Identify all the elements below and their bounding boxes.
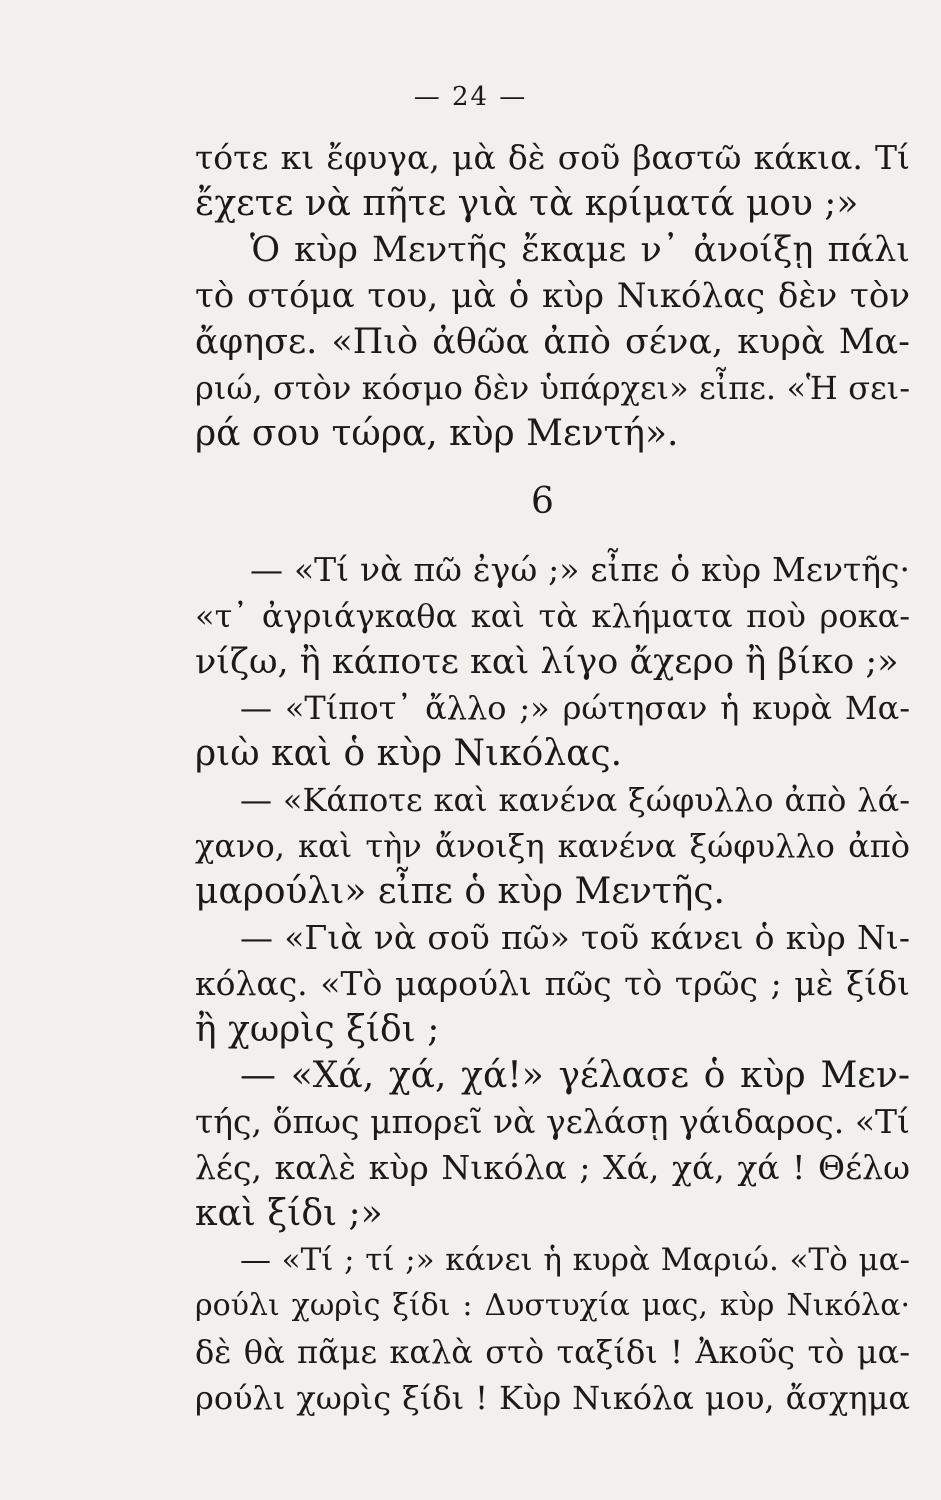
text-line: — «Γιὰ νὰ σοῦ πῶ» τοῦ κάνει ὁ κὺρ Νι- xyxy=(240,918,910,957)
text-line: δὲ θὰ πᾶμε καλὰ στὸ ταξίδι ! Ἀκοῦς τὸ μα- xyxy=(195,1333,910,1371)
text-line: λές, καλὲ κὺρ Νικόλα ; Χά, χά, χά ! Θέλω xyxy=(195,1148,910,1187)
body-text xyxy=(195,135,910,1421)
text-line: — «Τί ; τί ;» κάνει ἡ κυρὰ Μαριώ. «Τὸ μα- xyxy=(240,1242,910,1278)
text-line: — «Χά, χά, χά!» γέλασε ὁ κὺρ Μεν- xyxy=(240,1055,910,1096)
text-line: ρούλι χωρὶς ξίδι ! Κὺρ Νικόλα μου, ἄσχημα xyxy=(195,1379,910,1417)
text-line: ἢ χωρὶς ξίδι ; xyxy=(195,1009,440,1050)
text-line: — «Τί νὰ πῶ ἐγώ ;» εἶπε ὁ κὺρ Μεντῆς· xyxy=(250,550,910,589)
text-line: μαρούλι» εἶπε ὁ κὺρ Μεντῆς. xyxy=(195,871,725,912)
text-line: ρά σου τώρα, κὺρ Μεντή». xyxy=(195,413,679,454)
text-line: — «Κάποτε καὶ κανένα ξώφυλλο ἀπὸ λά- xyxy=(240,781,910,819)
text-line: τὸ στόμα του, μὰ ὁ κὺρ Νικόλας δὲν τὸν xyxy=(195,276,910,316)
text-line: ἄφησε. «Πιὸ ἀθῶα ἀπὸ σένα, κυρὰ Μα- xyxy=(195,322,910,362)
text-line: ρούλι χωρὶς ξίδι : Δυστυχία μας, κὺρ Νικόλα· xyxy=(195,1288,910,1323)
text-line: τής, ὅπως μπορεῖ νὰ γελάσῃ γάιδαρος. «Τί xyxy=(195,1102,910,1141)
text-line: ριώ, στὸν κόσμο δὲν ὑπάρχει» εἶπε. «Ἡ σει- xyxy=(195,369,910,407)
text-line: τότε κι ἔφυγα, μὰ δὲ σοῦ βαστῶ κάκια. Τί xyxy=(195,138,910,177)
text-line: — «Τίποτ᾿ ἄλλο ;» ρώτησαν ἡ κυρὰ Μα- xyxy=(240,689,910,727)
text-line: «τ᾿ ἀγριάγκαθα καὶ τὰ κλήματα ποὺ ροκα- xyxy=(195,597,910,635)
section-number: 6 xyxy=(531,481,554,522)
text-line: χανο, καὶ τὴν ἄνοιξη κανένα ξώφυλλο ἀπὸ xyxy=(195,827,910,865)
text-line: ριὼ καὶ ὁ κὺρ Νικόλας. xyxy=(195,733,623,774)
text-line: νίζω, ἢ κάποτε καὶ λίγο ἄχερο ἢ βίκο ;» xyxy=(195,642,899,682)
text-line: κόλας. «Τὸ μαρούλι πῶς τὸ τρῶς ; μὲ ξίδι xyxy=(195,964,910,1003)
text-line: Ὁ κὺρ Μεντῆς ἔκαμε ν᾿ ἀνοίξῃ πάλι xyxy=(250,230,910,270)
text-line: καὶ ξίδι ;» xyxy=(195,1193,383,1234)
page-number: — 24 — xyxy=(413,82,528,112)
text-line: ἔχετε νὰ πῆτε γιὰ τὰ κρίματά μου ;» xyxy=(195,183,859,224)
